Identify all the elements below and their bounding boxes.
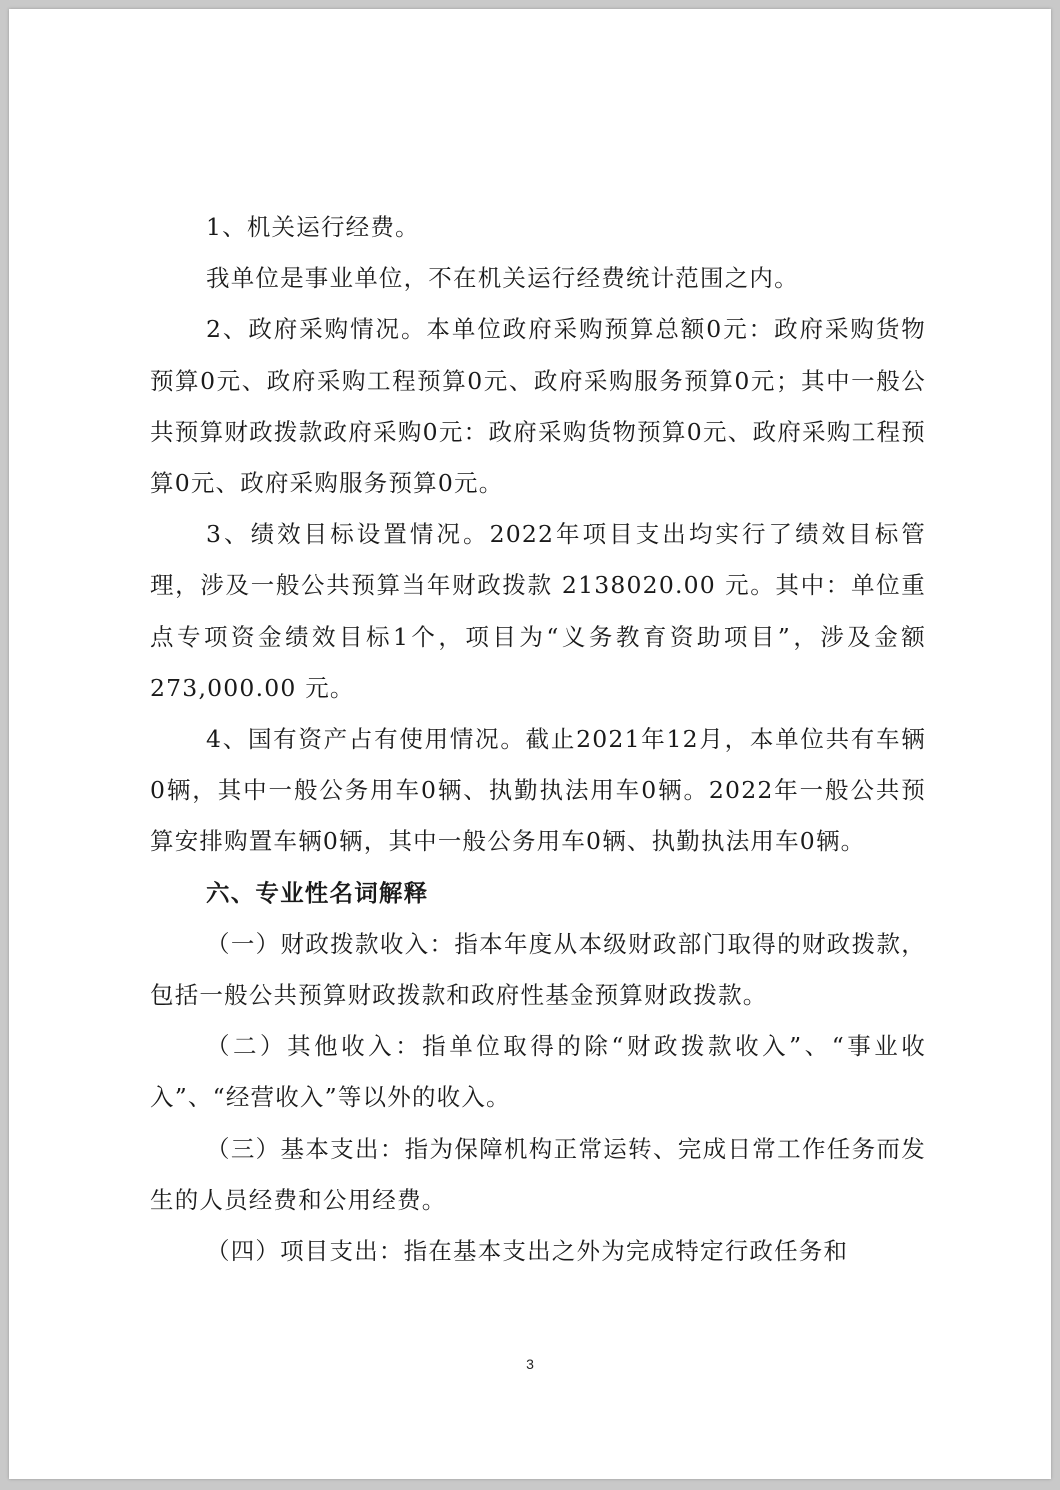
paragraph-term-other-income: （二）其他收入：指单位取得的除“财政拨款收入”、“事业收入”、“经营收入”等以外的收入。 [150,1032,926,1112]
section-heading-terminology: 六、专业性名词解释 [206,878,429,907]
page-number: 3 [526,1356,534,1372]
paragraph-operating-expenses-title: 1、机关运行经费。 [206,213,420,241]
paragraph-operating-expenses-note: 我单位是事业单位，不在机关运行经费统计范围之内。 [206,264,799,293]
paragraph-performance-targets: 3、绩效目标设置情况。2022年项目支出均实行了绩效目标管理，涉及一般公共预算当年财政拨款 2138020.00 元。其中：单位重点专项资金绩效目标1个，项目为“义务教育资助项目”，涉及金额 273,000.00 元。 [150,520,926,702]
paragraph-term-basic-expenditure: （三）基本支出：指为保障机构正常运转、完成日常工作任务而发生的人员经费和公用经费。 [150,1134,926,1214]
document-page [9,9,1051,1479]
paragraph-term-fiscal-appropriation: （一）财政拨款收入：指本年度从本级财政部门取得的财政拨款，包括一般公共预算财政拨款和政府性基金预算财政拨款。 [150,929,926,1010]
document-body [150,202,926,1277]
paragraph-state-assets: 4、国有资产占有使用情况。截止2021年12月，本单位共有车辆0辆，其中一般公务用车0辆、执勤执法用车0辆。2022年一般公共预算安排购置车辆0辆，其中一般公务用车0辆、执勤执法用车0辆。 [150,725,926,856]
paragraph-government-procurement: 2、政府采购情况。本单位政府采购预算总额0元：政府采购货物预算0元、政府采购工程预算0元、政府采购服务预算0元；其中一般公共预算财政拨款政府采购0元：政府采购货物预算0元、政府采购工程预算0元、政府采购服务预算0元。 [150,315,926,498]
paragraph-term-project-expenditure: （四）项目支出：指在基本支出之外为完成特定行政任务和 [206,1237,849,1266]
